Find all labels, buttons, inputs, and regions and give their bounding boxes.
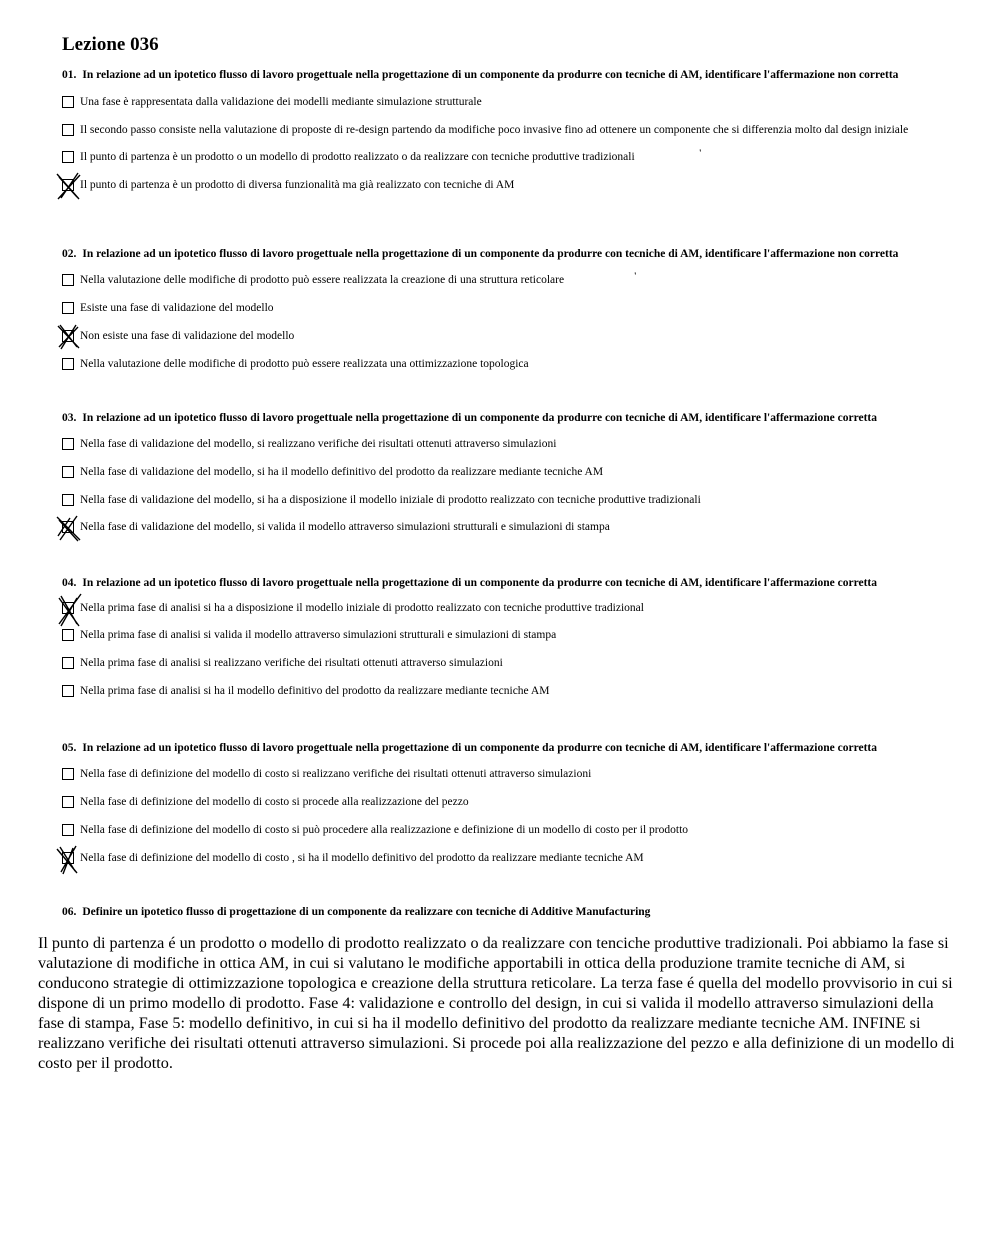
handwritten-cross-icon — [55, 172, 83, 202]
answer-option[interactable] — [62, 95, 932, 110]
handwritten-cross-icon — [55, 514, 83, 544]
open-answer-text: Il punto di partenza é un prodotto o modello di prodotto realizzato o da realizzare con tenciche produttive tradizionali. Poi abbiamo la fase si valutazione di modifiche in ottica AM, in cui si valutano le modifiche apportabili in ottica della produzione tramite tecniche di AM, si conducono strategie di ottimizzazione topologica e creazione della struttura reticolare. La terza fase é quella del modello provvisorio in cui si dispone di un primo modello di prodotto. Fase 4: validazione e controllo del design, in cui si valida il modello attraverso simulazioni della fase di stampa, Fase 5: modello definitivo, in cui si ha il modello definitivo del prodotto da realizzare mediante tecniche AM. INFINE si realizzano verifiche dei risultati ottenuti attraverso simulazioni. Si procede poi alla realizzazione del pezzo e alla definizione di un modello di costo per il prodotto. — [38, 934, 955, 1072]
checkbox[interactable] — [62, 466, 74, 478]
answer-option[interactable] — [62, 684, 932, 699]
question-04 — [62, 576, 932, 699]
answer-option[interactable] — [62, 656, 932, 671]
question-prompt: In relazione ad un ipotetico flusso di lavoro progettuale nella progettazione di un componente da produrre con tecniche di AM, identificare l'affermazione non corretta — [82, 69, 899, 81]
checkbox[interactable] — [62, 302, 74, 314]
answer-option[interactable] — [62, 851, 932, 866]
option-label: Il punto di partenza è un prodotto di diversa funzionalità ma già realizzato con tecniche di AM — [80, 179, 515, 191]
lesson-title: Lezione 036 — [62, 34, 159, 55]
question-text — [62, 68, 932, 82]
answer-option[interactable] — [62, 628, 932, 643]
option-label: Nella valutazione delle modifiche di prodotto può essere realizzata la creazione di una struttura reticolare — [80, 274, 565, 286]
answer-option[interactable] — [62, 601, 932, 616]
checkbox-checked[interactable] — [62, 330, 74, 342]
checkbox[interactable] — [62, 657, 74, 669]
question-text — [62, 741, 932, 755]
option-label: Nella fase di definizione del modello di costo si può procedere alla realizzazione e definizione di un modello di costo per il prodotto — [80, 824, 689, 836]
question-01 — [62, 68, 932, 193]
answer-option[interactable] — [62, 150, 932, 165]
checkbox[interactable] — [62, 796, 74, 808]
option-label: Nella fase di definizione del modello di costo si realizzano verifiche dei risultati ottenuti attraverso simulazioni — [80, 768, 592, 780]
option-label: Una fase è rappresentata dalla validazione dei modelli mediante simulazione strutturale — [80, 96, 482, 108]
option-label: Nella prima fase di analisi si ha il modello definitivo del prodotto da realizzare mediante tecniche AM — [80, 685, 550, 697]
checkbox[interactable] — [62, 768, 74, 780]
question-prompt: Definire un ipotetico flusso di progettazione di un componente da realizzare con tecniche di Additive Manufacturing — [82, 906, 651, 918]
answer-option[interactable] — [62, 823, 932, 838]
answer-option[interactable] — [62, 795, 932, 810]
answer-option[interactable] — [62, 465, 932, 480]
option-label: Nella fase di validazione del modello, si ha a disposizione il modello iniziale di prodotto realizzato con tecniche produttive tradizionali — [80, 494, 701, 506]
checkbox[interactable] — [62, 358, 74, 370]
question-number: 06. — [62, 906, 77, 918]
question-number: 01. — [62, 69, 77, 81]
question-text — [62, 576, 932, 590]
checkbox[interactable] — [62, 274, 74, 286]
handwritten-cross-icon — [55, 323, 83, 353]
answer-option[interactable] — [62, 357, 932, 372]
question-prompt: In relazione ad un ipotetico flusso di lavoro progettuale nella progettazione di un componente da produrre con tecniche di AM, identificare l'affermazione corretta — [82, 577, 877, 589]
checkbox[interactable] — [62, 629, 74, 641]
option-label: Nella valutazione delle modifiche di prodotto può essere realizzata una ottimizzazione topologica — [80, 358, 529, 370]
checkbox-checked[interactable] — [62, 852, 74, 864]
option-label: Nella fase di validazione del modello, si valida il modello attraverso simulazioni strutturali e simulazioni di stampa — [80, 521, 610, 533]
question-text — [62, 905, 932, 919]
question-number: 03. — [62, 412, 77, 424]
checkbox-checked[interactable] — [62, 521, 74, 533]
option-label: Esiste una fase di validazione del modello — [80, 302, 274, 314]
question-prompt: In relazione ad un ipotetico flusso di lavoro progettuale nella progettazione di un componente da produrre con tecniche di AM, identificare l'affermazione non corretta — [82, 248, 899, 260]
checkbox[interactable] — [62, 824, 74, 836]
question-number: 04. — [62, 577, 77, 589]
checkbox-checked[interactable] — [62, 602, 74, 614]
checkbox[interactable] — [62, 438, 74, 450]
answer-option[interactable] — [62, 178, 932, 193]
option-label: Il punto di partenza è un prodotto o un modello di prodotto realizzato o da realizzare con tecniche produttive tradizionali — [80, 151, 635, 163]
answer-option[interactable] — [62, 767, 932, 782]
stray-tick-mark: ' — [634, 271, 637, 281]
answer-option[interactable] — [62, 123, 932, 138]
option-label: Nella fase di definizione del modello di costo , si ha il modello definitivo del prodotto da realizzare mediante tecniche AM — [80, 852, 644, 864]
option-label: Il secondo passo consiste nella valutazione di proposte di re-design partendo da modifiche poco invasive fino ad ottenere un componente che si differenzia molto dal design iniziale — [80, 124, 909, 136]
question-03 — [62, 411, 932, 535]
checkbox-checked[interactable] — [62, 179, 74, 191]
question-02 — [62, 247, 932, 372]
answer-option[interactable] — [62, 520, 932, 535]
answer-option[interactable] — [62, 493, 932, 508]
checkbox[interactable] — [62, 151, 74, 163]
option-label: Nella prima fase di analisi si realizzano verifiche dei risultati ottenuti attraverso simulazioni — [80, 657, 503, 669]
option-label: Nella fase di validazione del modello, si ha il modello definitivo del prodotto da realizzare mediante tecniche AM — [80, 466, 604, 478]
checkbox[interactable] — [62, 124, 74, 136]
option-label: Non esiste una fase di validazione del modello — [80, 330, 295, 342]
checkbox[interactable] — [62, 96, 74, 108]
checkbox[interactable] — [62, 685, 74, 697]
answer-option[interactable] — [62, 301, 932, 316]
option-label: Nella fase di validazione del modello, si realizzano verifiche dei risultati ottenuti attraverso simulazioni — [80, 438, 557, 450]
question-text — [62, 247, 932, 261]
handwritten-cross-icon — [55, 589, 83, 625]
option-label: Nella fase di definizione del modello di costo si procede alla realizzazione del pezzo — [80, 796, 469, 808]
checkbox[interactable] — [62, 494, 74, 506]
answer-option[interactable] — [62, 329, 932, 344]
handwritten-cross-icon — [55, 845, 83, 875]
question-number: 05. — [62, 742, 77, 754]
question-number: 02. — [62, 248, 77, 260]
question-text — [62, 411, 932, 425]
question-prompt: In relazione ad un ipotetico flusso di lavoro progettuale nella progettazione di un componente da produrre con tecniche di AM, identificare l'affermazione corretta — [82, 412, 877, 424]
question-05 — [62, 741, 932, 866]
question-06 — [62, 905, 932, 919]
answer-option[interactable] — [62, 273, 932, 288]
question-prompt: In relazione ad un ipotetico flusso di lavoro progettuale nella progettazione di un componente da produrre con tecniche di AM, identificare l'affermazione corretta — [82, 742, 877, 754]
stray-tick-mark: ' — [699, 148, 702, 158]
option-label: Nella prima fase di analisi si ha a disposizione il modello iniziale di prodotto realizzato con tecniche produttive tradizional — [80, 602, 644, 614]
option-label: Nella prima fase di analisi si valida il modello attraverso simulazioni strutturali e simulazioni di stampa — [80, 629, 557, 641]
answer-option[interactable] — [62, 437, 932, 452]
